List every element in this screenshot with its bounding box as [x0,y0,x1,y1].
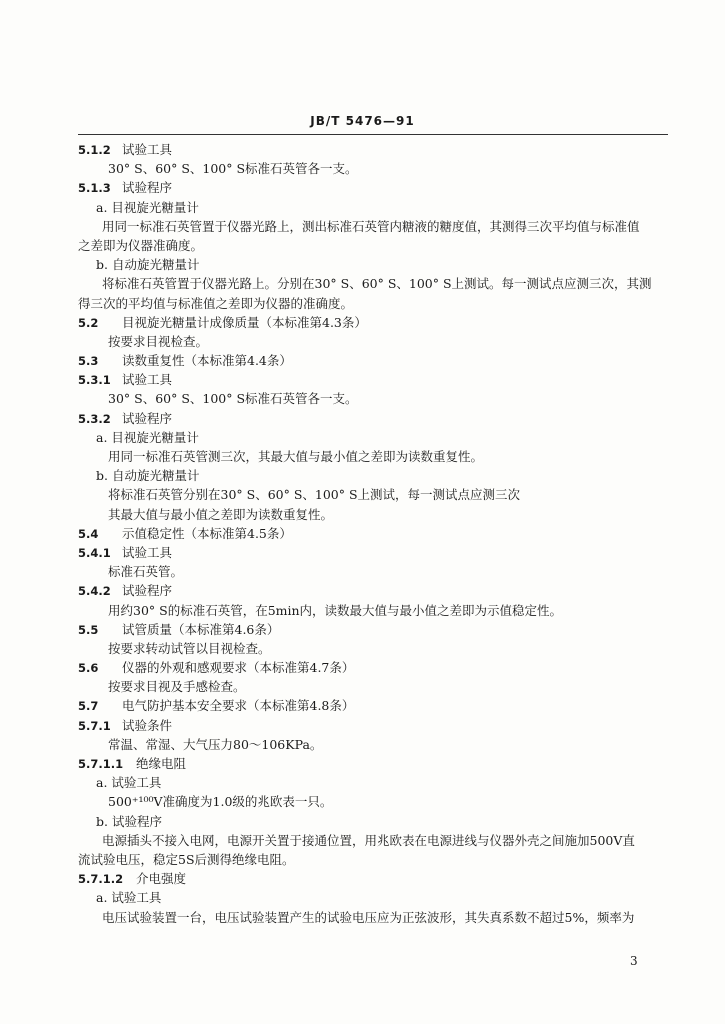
section-heading [78,370,670,389]
body-text-line: 按要求目视检查。 [108,333,209,349]
section-title: 电气防护基本安全要求（本标准第4.8条） [122,698,355,714]
section-title: 试验工具 [122,142,173,157]
section-title: 试验程序 [122,410,173,426]
section-title: 仪器的外观和感观要求（本标准第4.7条） [122,660,355,676]
section-number: 5.4.1 [78,545,111,560]
body-text-line: 电源插头不接入电网，电源开关置于接通位置，用兆欧表在电源进线与仪器外壳之间施加500V直 [102,832,635,848]
section-heading [78,313,670,332]
body-text-line: a. 试验工具 [96,890,162,906]
document-header [0,114,725,128]
body-text-line: 500⁺¹⁰⁰V准确度为1.0级的兆欧表一只。 [108,794,333,810]
section-heading [78,140,670,159]
section-number: 5.7.1.1 [78,757,124,771]
document-id: JB/T 5476—91 [310,114,415,128]
body-text-line: 用同一标准石英管置于仪器光路上，测出标准石英管内糖液的糖度值，其测得三次平均值与标准值 [102,218,640,234]
body-text-line: 电压试验装置一台，电压试验装置产生的试验电压应为正弦波形，其失真系数不超过5%，频率为 [102,909,635,925]
body-text-line: 用约30° S的标准石英管，在5min内，读数最大值与最小值之差即为示值稳定性。 [108,602,563,618]
body-text-line: 按要求目视及手感检查。 [108,679,246,695]
section-heading [78,754,670,773]
section-heading [78,351,670,370]
section-title: 目视旋光糖量计成像质量（本标准第4.3条） [122,314,367,330]
section-heading [78,524,670,543]
body-text-line: 常温、常湿、大气压力80～106KPa。 [108,736,323,752]
section-title: 试验条件 [122,717,173,733]
section-title: 试验工具 [122,372,173,388]
section-number: 5.7 [78,699,99,714]
section-number: 5.4.2 [78,584,111,599]
section-heading [78,620,670,639]
body-text-line: b. 自动旋光糖量计 [96,257,200,273]
page-number: 3 [630,954,638,968]
body-text-line: 流试验电压，稳定5S后测得绝缘电阻。 [78,851,295,867]
section-number: 5.1.2 [78,143,111,157]
body-text-line: 标准石英管。 [108,564,184,580]
section-title: 绝缘电阻 [136,756,187,771]
document-body [78,140,670,927]
section-heading [78,658,670,677]
section-title: 示值稳定性（本标准第4.5条） [122,525,292,541]
body-text-line: a. 目视旋光糖量计 [96,199,199,215]
body-text-line: a. 试验工具 [96,775,162,791]
section-heading [78,543,670,562]
section-number: 5.1.3 [78,181,111,196]
body-text-line: 按要求转动试管以目视检查。 [108,640,271,656]
header-rule [78,134,668,135]
section-number: 5.5 [78,622,99,637]
body-text-line: b. 试验程序 [96,813,162,829]
body-text-line: 得三次的平均值与标准值之差即为仪器的准确度。 [78,295,354,311]
body-text-line: b. 自动旋光糖量计 [96,468,200,484]
section-title: 试管质量（本标准第4.6条） [122,621,280,637]
section-heading [78,409,670,428]
section-title: 试验程序 [122,180,173,196]
body-text-line: 将标准石英管分别在30° S、60° S、100° S上测试，每一测试点应测三次 [108,487,521,503]
section-number: 5.2 [78,315,99,330]
section-title: 介电强度 [136,871,187,887]
section-heading [78,869,670,888]
body-text-line: 30° S、60° S、100° S标准石英管各一支。 [108,161,358,177]
section-title: 试验工具 [122,544,173,560]
section-heading [78,716,670,735]
section-heading [78,581,670,600]
section-heading [78,696,670,715]
body-text-line: a. 目视旋光糖量计 [96,429,199,445]
section-number: 5.4 [78,526,99,541]
section-number: 5.7.1.2 [78,872,124,887]
body-text-line: 30° S、60° S、100° S标准石英管各一支。 [108,391,358,407]
section-title: 试验程序 [122,583,173,599]
section-number: 5.7.1 [78,718,111,733]
section-heading [78,178,670,197]
body-text-line: 其最大值与最小值之差即为读数重复性。 [108,506,334,522]
body-text-line: 用同一标准石英管测三次，其最大值与最小值之差即为读数重复性。 [108,449,484,464]
body-text-line: 之差即为仪器准确度。 [78,237,204,253]
section-number: 5.3.1 [78,373,111,388]
section-number: 5.3 [78,354,99,369]
section-title: 读数重复性（本标准第4.4条） [122,353,292,369]
section-number: 5.3.2 [78,411,111,426]
section-number: 5.6 [78,661,99,676]
body-text-line: 将标准石英管置于仪器光路上。分别在30° S、60° S、100° S上测试。每一测试点应测三次，其测 [102,276,652,292]
